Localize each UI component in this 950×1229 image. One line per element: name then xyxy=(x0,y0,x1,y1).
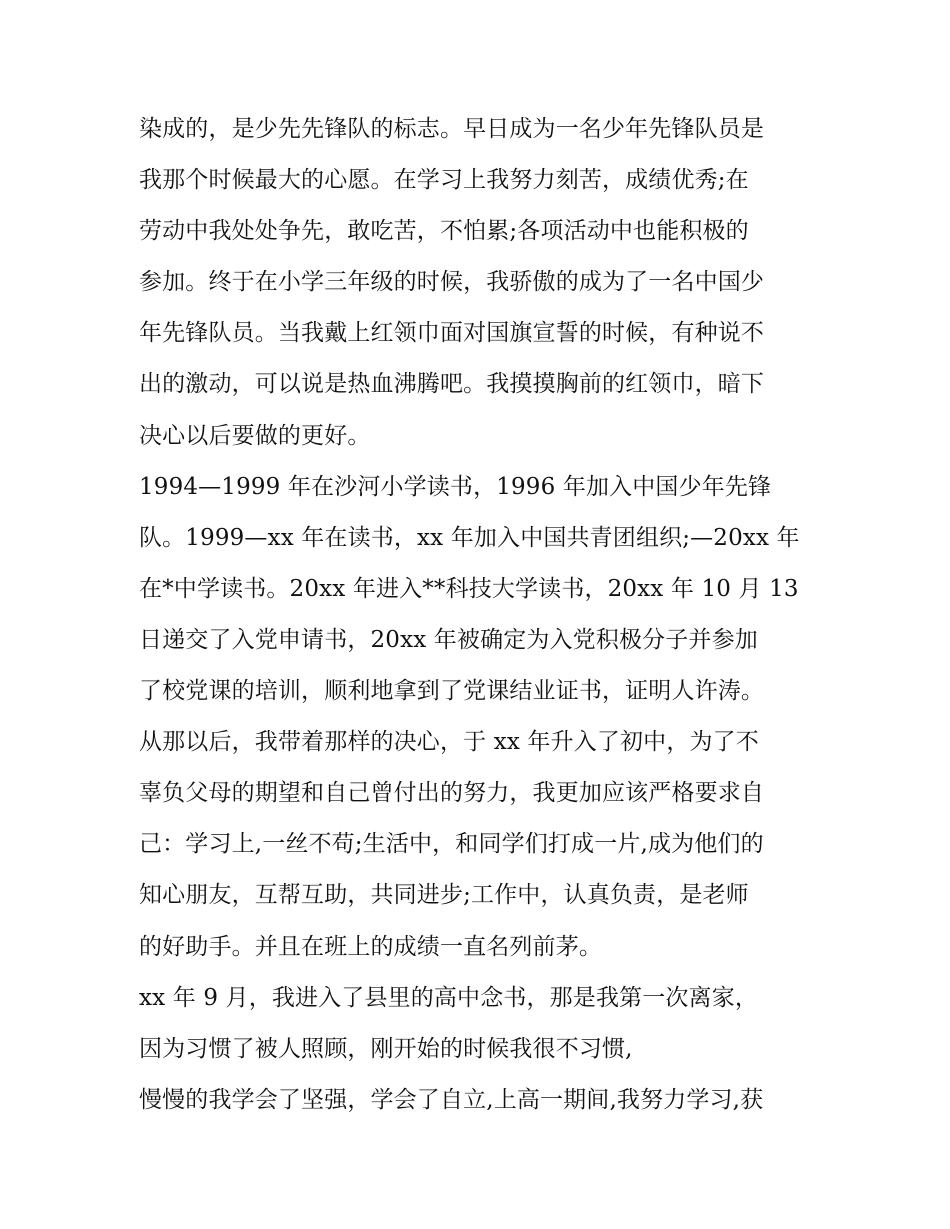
text-line: 年先锋队员。当我戴上红领巾面对国旗宣誓的时候，有种说不 xyxy=(139,320,765,347)
text-line: 从那以后，我带着那样的决心，于 xx 年升入了初中，为了不 xyxy=(139,729,759,756)
text-line: 队。1999—xx 年在读书，xx 年加入中国共青团组织;—20xx 年 xyxy=(139,524,800,551)
text-line: 辜负父母的期望和自己曾付出的努力，我更加应该严格要求自 xyxy=(139,780,765,807)
text-line: 慢慢的我学会了坚强，学会了自立,上高一期间,我努力学习,获 xyxy=(139,1086,764,1113)
text-line: 我那个时候最大的心愿。在学习上我努力刻苦，成绩优秀;在 xyxy=(139,167,749,194)
text-line: 劳动中我处处争先，敢吃苦，不怕累;各项活动中也能积极的 xyxy=(139,218,749,245)
text-line: 1994—1999 年在沙河小学读书，1996 年加入中国少年先锋 xyxy=(139,473,772,500)
body-text xyxy=(139,104,829,1126)
text-line: 日递交了入党申请书，20xx 年被确定为入党积极分子并参加 xyxy=(139,626,758,653)
text-line: 出的激动，可以说是热血沸腾吧。我摸摸胸前的红领巾，暗下 xyxy=(139,371,765,398)
text-line: xx 年 9 月，我进入了县里的高中念书，那是我第一次离家， xyxy=(139,984,759,1011)
text-line: 因为习惯了被人照顾，刚开始的时候我很不习惯, xyxy=(139,1035,633,1062)
text-line: 知心朋友，互帮互助，共同进步;工作中，认真负责，是老师 xyxy=(139,882,749,909)
text-line: 染成的，是少先先锋队的标志。早日成为一名少年先锋队员是 xyxy=(139,116,765,142)
text-line: 己：学习上,一丝不苟;生活中，和同学们打成一片,成为他们的 xyxy=(139,831,764,858)
text-line: 参加。终于在小学三年级的时候，我骄傲的成为了一名中国少 xyxy=(139,269,765,296)
text-line: 决心以后要做的更好。 xyxy=(139,422,371,449)
text-line: 了校党课的培训，顺利地拿到了党课结业证书，证明人许涛。 xyxy=(139,678,765,705)
text-line: 的好助手。并且在班上的成绩一直名列前茅。 xyxy=(139,933,602,960)
text-line: 在*中学读书。20xx 年进入**科技大学读书，20xx 年 10 月 13 xyxy=(139,575,799,602)
